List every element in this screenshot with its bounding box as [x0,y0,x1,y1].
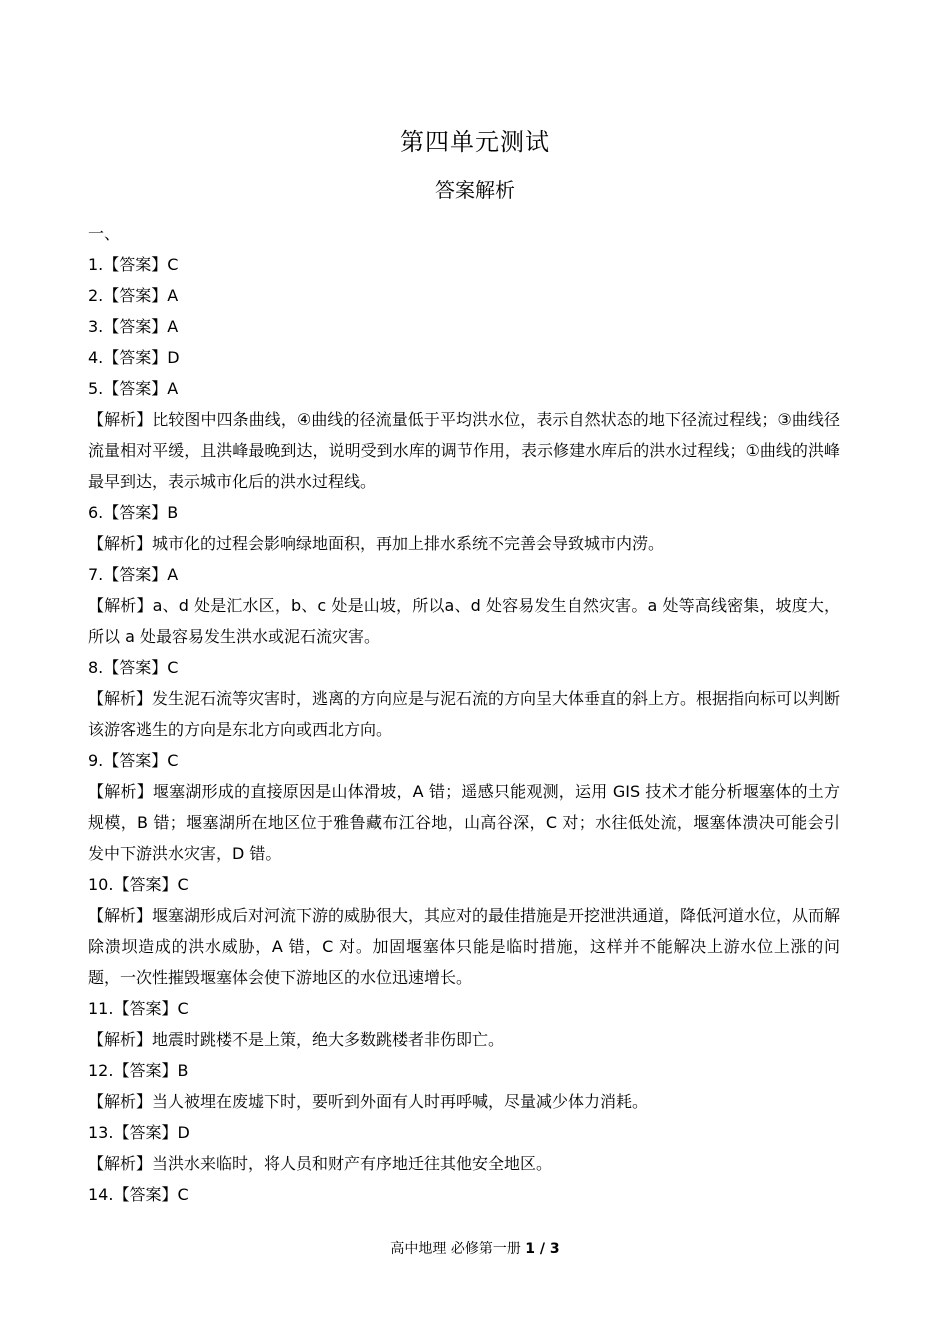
explanation-text: 【解析】a、d 处是汇水区，b、c 处是山坡，所以a、d 处容易发生自然灾害。a 处等高线密集，坡度大，所以 a 处最容易发生洪水或泥石流灾害。 [88,596,840,646]
page-footer [0,1238,950,1258]
explanation-text: 【解析】当人被埋在废墟下时，要听到外面有人时再呼喊，尽量减少体力消耗。 [88,1092,649,1111]
explanation-text: 【解析】地震时跳楼不是上策，绝大多数跳楼者非伤即亡。 [88,1030,505,1049]
answer-content [88,218,840,1210]
page-subtitle: 答案解析 [435,178,515,202]
answer-line: 10.【答案】C [88,875,189,894]
answer-line: 7.【答案】A [88,565,179,584]
explanation-text: 【解析】堰塞湖形成的直接原因是山体滑坡，A 错；遥感只能观测，运用 GIS 技术才能分析堰塞体的土方规模，B 错；堰塞湖所在地区位于雅鲁藏布江谷地，山高谷深，C 对；水往低处流，堰塞体溃决可能会引发中下游洪水灾害，D 错。 [88,782,840,863]
page-title: 第四单元测试 [400,128,550,156]
answer-line: 14.【答案】C [88,1185,189,1204]
answer-line: 5.【答案】A [88,379,179,398]
section-label: 一、 [88,224,121,243]
answer-line: 1.【答案】C [88,255,179,274]
answer-line: 3.【答案】A [88,317,179,336]
answer-line: 12.【答案】B [88,1061,189,1080]
explanation-text: 【解析】堰塞湖形成后对河流下游的威胁很大，其应对的最佳措施是开挖泄洪通道，降低河道水位，从而解除溃坝造成的洪水威胁，A 错，C 对。加固堰塞体只能是临时措施，这样并不能解决上游水位上涨的问题，一次性摧毁堰塞体会使下游地区的水位迅速增长。 [88,906,841,987]
explanation-text: 【解析】城市化的过程会影响绿地面积，再加上排水系统不完善会导致城市内涝。 [88,534,665,553]
answer-line: 13.【答案】D [88,1123,190,1142]
explanation-text: 【解析】比较图中四条曲线，④曲线的径流量低于平均洪水位，表示自然状态的地下径流过程线；③曲线径流量相对平缓，且洪峰最晚到达，说明受到水库的调节作用，表示修建水库后的洪水过程线；①曲线的洪峰最早到达，表示城市化后的洪水过程线。 [88,410,840,491]
answer-line: 9.【答案】C [88,751,179,770]
explanation-text: 【解析】当洪水来临时，将人员和财产有序地迁往其他安全地区。 [88,1154,553,1173]
answer-line: 6.【答案】B [88,503,179,522]
answer-line: 2.【答案】A [88,286,179,305]
answer-line: 4.【答案】D [88,348,180,367]
page-number: 1 / 3 [525,1241,560,1257]
answer-line: 11.【答案】C [88,999,189,1018]
explanation-text: 【解析】发生泥石流等灾害时，逃离的方向应是与泥石流的方向呈大体垂直的斜上方。根据指向标可以判断该游客逃生的方向是东北方向或西北方向。 [88,689,841,739]
footer-subject: 高中地理 必修第一册 [390,1241,526,1257]
answer-line: 8.【答案】C [88,658,179,677]
